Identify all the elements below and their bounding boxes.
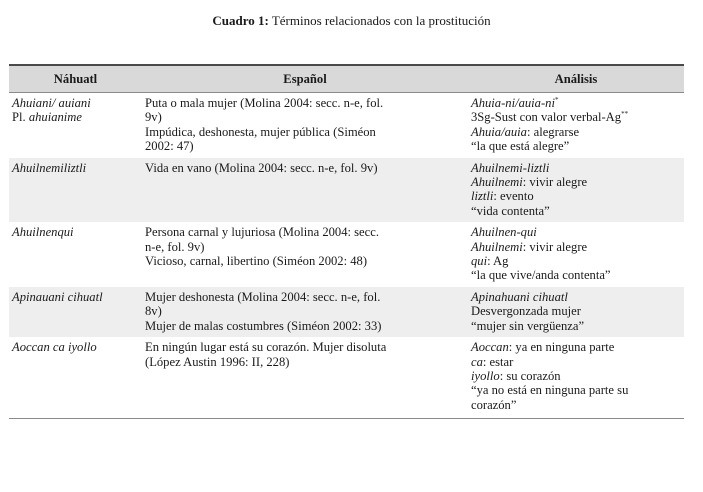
analisis-gloss: Desvergonzada mujer — [471, 304, 581, 319]
analisis-translation: “la que está alegre” — [471, 139, 570, 154]
analisis-line — [471, 254, 684, 268]
cell-analisis — [468, 337, 684, 419]
espanol-line: Vicioso, carnal, libertino (Siméon 2002: 48) — [145, 254, 368, 269]
espanol-line: 9v) — [145, 110, 162, 125]
espanol-line: Persona carnal y lujuriosa (Molina 2004: secc. — [145, 225, 379, 240]
analisis-gloss: 3Sg-Sust con valor verbal-Ag — [471, 110, 622, 125]
analisis-meaning: : alegrarse — [526, 124, 580, 139]
terms-table — [9, 64, 684, 419]
table-row — [9, 337, 684, 419]
analisis-form: Ahuilnemi-liztli — [471, 160, 550, 175]
analisis-line — [471, 369, 684, 383]
analisis-translation: “mujer sin vergüenza” — [471, 318, 585, 333]
espanol-line: Mujer deshonesta (Molina 2004: secc. n-e, fol. — [145, 289, 381, 304]
nahuatl-term: Ahuilnemiliztli — [12, 160, 87, 175]
header-analisis: Análisis — [468, 65, 684, 93]
analisis-line — [471, 340, 684, 354]
espanol-line: Vida en vano (Molina 2004: secc. n-e, fol. 9v) — [145, 160, 378, 175]
analisis-meaning: : vivir alegre — [522, 175, 588, 190]
footnote-mark: ** — [621, 110, 629, 119]
analisis-line — [471, 189, 684, 203]
analisis-form: Ahuia-ni/auia-ni — [471, 96, 555, 110]
table-row — [9, 287, 684, 337]
caption-text: Términos relacionados con la prostitución — [271, 13, 491, 28]
analisis-line — [471, 355, 684, 369]
analisis-line — [471, 240, 684, 254]
analisis-term: iyollo — [471, 368, 500, 383]
table-row — [9, 93, 684, 158]
analisis-translation: “vida contenta” — [471, 203, 550, 218]
analisis-meaning: : su corazón — [499, 368, 561, 383]
analisis-translation: “la que vive/anda contenta” — [471, 268, 611, 283]
cell-analisis — [468, 158, 684, 223]
cell-analisis — [468, 93, 684, 158]
espanol-line: Puta o mala mujer (Molina 2004: secc. n-e, fol. — [145, 96, 384, 110]
analisis-translation: corazón” — [471, 397, 517, 412]
table-row — [9, 158, 684, 223]
nahuatl-term: Aoccan ca iyollo — [12, 340, 97, 355]
espanol-line: En ningún lugar está su corazón. Mujer disoluta — [145, 340, 387, 355]
table-caption — [0, 13, 703, 29]
header-nahuatl: Náhuatl — [9, 65, 142, 93]
header-espanol: Español — [142, 65, 468, 93]
table-row — [9, 222, 684, 287]
cell-nahuatl — [9, 287, 142, 337]
cell-espanol — [142, 158, 468, 223]
analisis-term: liztli — [471, 189, 494, 204]
nahuatl-term: Ahuiani/ auiani — [12, 96, 91, 110]
nahuatl-plural-term: ahuianime — [28, 110, 82, 125]
cell-espanol — [142, 337, 468, 419]
nahuatl-term: Apinauani cihuatl — [12, 289, 103, 304]
espanol-line: Impúdica, deshonesta, mujer pública (Siméon — [145, 124, 376, 139]
analisis-term: Aoccan — [471, 340, 509, 355]
nahuatl-plural: Pl. ahuianime — [12, 110, 82, 125]
analisis-term: qui — [471, 254, 488, 269]
espanol-line: 2002: 47) — [145, 139, 194, 154]
analisis-term: Ahuilnemi — [471, 239, 523, 254]
analisis-meaning: : vivir alegre — [522, 239, 588, 254]
table-header-row — [9, 65, 684, 93]
analisis-meaning: : Ag — [487, 254, 509, 269]
analisis-form: Ahuilnen-qui — [471, 225, 537, 240]
footnote-mark: * — [554, 95, 559, 104]
espanol-line: (López Austin 1996: II, 228) — [145, 354, 290, 369]
nahuatl-term: Ahuilnenqui — [12, 225, 74, 240]
analisis-line — [471, 175, 684, 189]
cell-espanol — [142, 287, 468, 337]
cell-espanol — [142, 93, 468, 158]
cell-analisis — [468, 287, 684, 337]
analisis-translation: “ya no está en ninguna parte su — [471, 383, 629, 398]
analisis-meaning: : ya en ninguna parte — [508, 340, 615, 355]
espanol-line: 8v) — [145, 304, 162, 319]
caption-label: Cuadro 1: — [212, 13, 269, 28]
analisis-term: Ahuilnemi — [471, 175, 523, 190]
analisis-meaning: : estar — [482, 354, 514, 369]
cell-nahuatl — [9, 93, 142, 158]
analisis-term: Ahuia/auia — [471, 124, 527, 139]
cell-nahuatl — [9, 158, 142, 223]
cell-nahuatl — [9, 337, 142, 419]
espanol-line: n-e, fol. 9v) — [145, 239, 205, 254]
analisis-line — [471, 110, 684, 124]
cell-analisis — [468, 222, 684, 287]
cell-nahuatl — [9, 222, 142, 287]
analisis-line — [471, 96, 684, 110]
analisis-form: Apinahuani cihuatl — [471, 289, 568, 304]
analisis-meaning: : evento — [493, 189, 534, 204]
analisis-term: ca — [471, 354, 483, 369]
analisis-line — [471, 125, 684, 139]
cell-espanol — [142, 222, 468, 287]
espanol-line: Mujer de malas costumbres (Siméon 2002: 33) — [145, 318, 382, 333]
